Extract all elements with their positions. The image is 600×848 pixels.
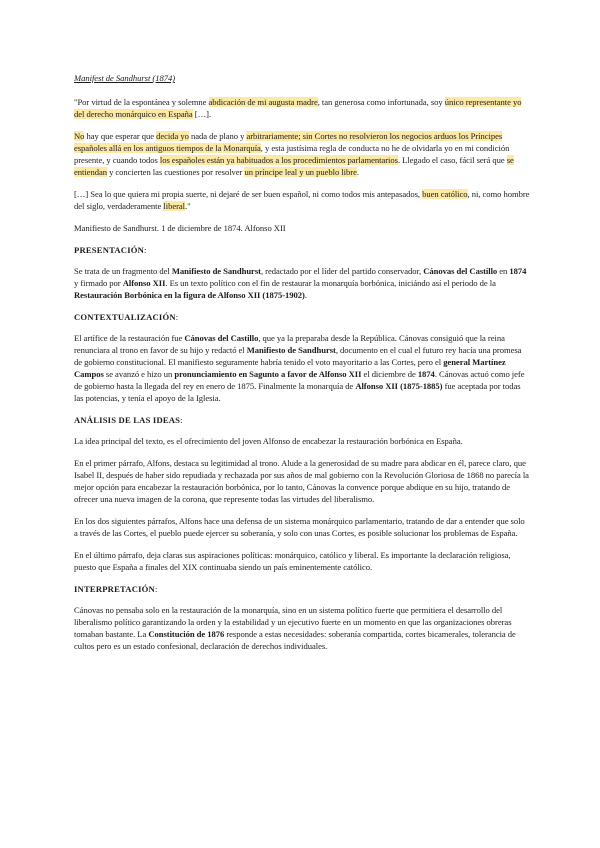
text-run: , documento en el cual el futuro rey hacía una promesa de gobierno constitucional. El manifiesto seguramente habría tenido el voto mayoritario a las Cortes, pero el bbox=[74, 345, 522, 367]
bold-text: pronunciamiento en Sagunto a favor de Alfonso XII bbox=[174, 369, 362, 379]
text-run: fue aceptada por todas las potencias, y tenía el apoyo de la Iglesia. bbox=[74, 381, 521, 403]
document-title: Manifest de Sandhurst (1874) bbox=[74, 73, 175, 83]
text-run: El artífice de la restauración fue bbox=[74, 333, 185, 343]
text-run: . Es un texto político con el fin de restaurar la monarquía borbónica, iniciándo así el periodo de la bbox=[165, 278, 496, 288]
highlighted-text: se entiendan bbox=[74, 155, 514, 177]
bold-text: Manifiesto de Sandhurst bbox=[171, 266, 261, 276]
text-run: , y esta justísima regla de conducta no he de olvidarla yo en mi condición presente, y cuando todos bbox=[74, 143, 510, 165]
quote-paragraph bbox=[74, 96, 530, 120]
highlighted-text: abdicación de mi augusta madre bbox=[208, 97, 318, 107]
text-run: , que ya la preparaba desde la República. Cánovas consiguió que la reina renunciara al trono en favor de su hijo y redactó el bbox=[74, 333, 505, 355]
quote-paragraph bbox=[74, 130, 530, 178]
text-run: . bbox=[356, 167, 359, 177]
section-heading-presentacion: PRESENTACIÓN: bbox=[74, 245, 147, 255]
text-run: . Cánovas actuó como jefe de gobierno hasta la llegada del rey en enero de 1875. Finalmente la monarquía de bbox=[74, 369, 525, 391]
text-run: , tan generosa como infortunada, soy bbox=[317, 97, 445, 107]
bold-text: Alfonso XII bbox=[122, 278, 166, 288]
text-run: y firmado por bbox=[74, 278, 123, 288]
text-run: hay que esperar que bbox=[84, 131, 157, 141]
highlighted-text: ; sin Cortes no resolvieron los negocios arduos los Príncipes españoles allá en los antiguos tiempos de la Monarquía bbox=[74, 131, 503, 153]
highlighted-text: arbitrariamente bbox=[246, 131, 299, 141]
text-run: […] Sea lo que quiera mi propia suerte, ni dejaré de ser buen español, ni como todos mis antepasados, bbox=[74, 189, 423, 199]
text-run: Se trata de un fragmento del bbox=[74, 266, 172, 276]
text-run: se avanzó e hizo un bbox=[103, 369, 175, 379]
section-heading-interpretacion: INTERPRETACIÓN: bbox=[74, 584, 158, 594]
highlighted-text: liberal bbox=[163, 201, 185, 211]
bold-text: Constitución de 1876 bbox=[148, 629, 225, 639]
section-paragraph bbox=[74, 435, 530, 447]
text-run: La idea principal del texto, es el ofrecimiento del joven Alfonso de encabezar la restauración borbónica en España. bbox=[74, 436, 463, 446]
highlighted-text: buen católico bbox=[422, 189, 468, 199]
section-paragraph bbox=[74, 515, 530, 539]
section-paragraph bbox=[74, 457, 530, 505]
text-run: en bbox=[497, 266, 510, 276]
text-run: , redactado por el líder del partido conservador, bbox=[260, 266, 424, 276]
highlighted-text: No bbox=[74, 131, 85, 141]
section-paragraph bbox=[74, 265, 530, 301]
bold-text: Cánovas del Castillo bbox=[423, 266, 498, 276]
text-run: y concierten las cuestiones por resolver bbox=[106, 167, 245, 177]
highlighted-text: un príncipe leal y un pueblo libre bbox=[244, 167, 357, 177]
text-run: . bbox=[304, 290, 307, 300]
text-run: responde a estas necesidades: soberanía compartida, cortes bicamerales, tolerancia de cultos pero es un estado confesional, declaración de derechos individuales. bbox=[74, 629, 516, 651]
bold-text: 1874 bbox=[509, 266, 527, 276]
text-run: . Llegado el caso, fácil será que bbox=[397, 155, 507, 165]
section-heading-analisis: ANÁLISIS DE LAS IDEAS: bbox=[74, 415, 183, 425]
text-run: En los dos siguientes párrafos, Alfons hace una defensa de un sistema monárquico parlamentario, tratando de dar a entender que solo a través de las Cortes, el pueblo puede ejercer su soberanía, y solo con unas Cortes, es posible solucionar los problemas de España. bbox=[74, 516, 525, 538]
signature-line: Manifiesto de Sandhurst. 1 de diciembre de 1874. Alfonso XII bbox=[74, 223, 286, 233]
section-paragraph bbox=[74, 549, 530, 573]
bold-text: Manifiesto de Sandhurst bbox=[246, 345, 336, 355]
text-run: En el primer párrafo, Alfons, destaca su legitimidad al trono. Alude a la generosidad de su madre para abdicar en él, parece claro, que Isabel II, después de haber sido repudiada y rechazada por sus años de mal gobierno con la Revolución Gloriosa de 1868 no parecía la mejor opción para encabezar la restauración borbónica, por lo tanto, Cánovas la convence porque abdique en su hijo, tratando de ofrecer una nueva imagen de la corona, que represente todas las virtudes del liberalismo. bbox=[74, 458, 529, 504]
section-paragraph bbox=[74, 604, 530, 652]
text-run: Cánovas no pensaba solo en la restauración de la monarquía, sino en un sistema político fuerte que permitiera el desarrollo del liberalismo político garantizando la orden y la estabilidad y un ejecutivo fuerte en un momento en que las organizaciones obreras tomaban bastante. La bbox=[74, 605, 512, 639]
text-run: , ni, como hombre del siglo, verdaderamente bbox=[74, 189, 530, 211]
section-heading-contexto: CONTEXTUALIZACIÓN: bbox=[74, 312, 179, 322]
quote-paragraph bbox=[74, 188, 530, 212]
bold-text: general Martínez Campos bbox=[74, 357, 506, 379]
section-paragraph bbox=[74, 332, 530, 404]
text-run: "Por virtud de la espontánea y solemne bbox=[74, 97, 209, 107]
bold-text: Cánovas del Castillo bbox=[184, 333, 259, 343]
bold-text: 1874 bbox=[417, 369, 435, 379]
highlighted-text: los españoles están ya habituados a los procedimientos parlamentarios bbox=[159, 155, 398, 165]
text-run: nada de plano y bbox=[188, 131, 247, 141]
highlighted-text: único representante yo del derecho monárquico en España bbox=[74, 97, 522, 119]
bold-text: Restauración Borbónica en la figura de Alfonso XII (1875-1902) bbox=[74, 290, 305, 300]
highlighted-text: decida yo bbox=[156, 131, 189, 141]
text-run: ." bbox=[185, 201, 191, 211]
text-run: el diciembre de bbox=[361, 369, 418, 379]
text-run: […]. bbox=[192, 109, 212, 119]
bold-text: Alfonso XII (1875-1885) bbox=[355, 381, 443, 391]
text-run: En el último párrafo, deja claras sus aspiraciones políticas: monárquico, católico y liberal. Es importante la declaración religiosa, puesto que España a finales del XIX continuaba siendo un país eminentemente católico. bbox=[74, 550, 511, 572]
